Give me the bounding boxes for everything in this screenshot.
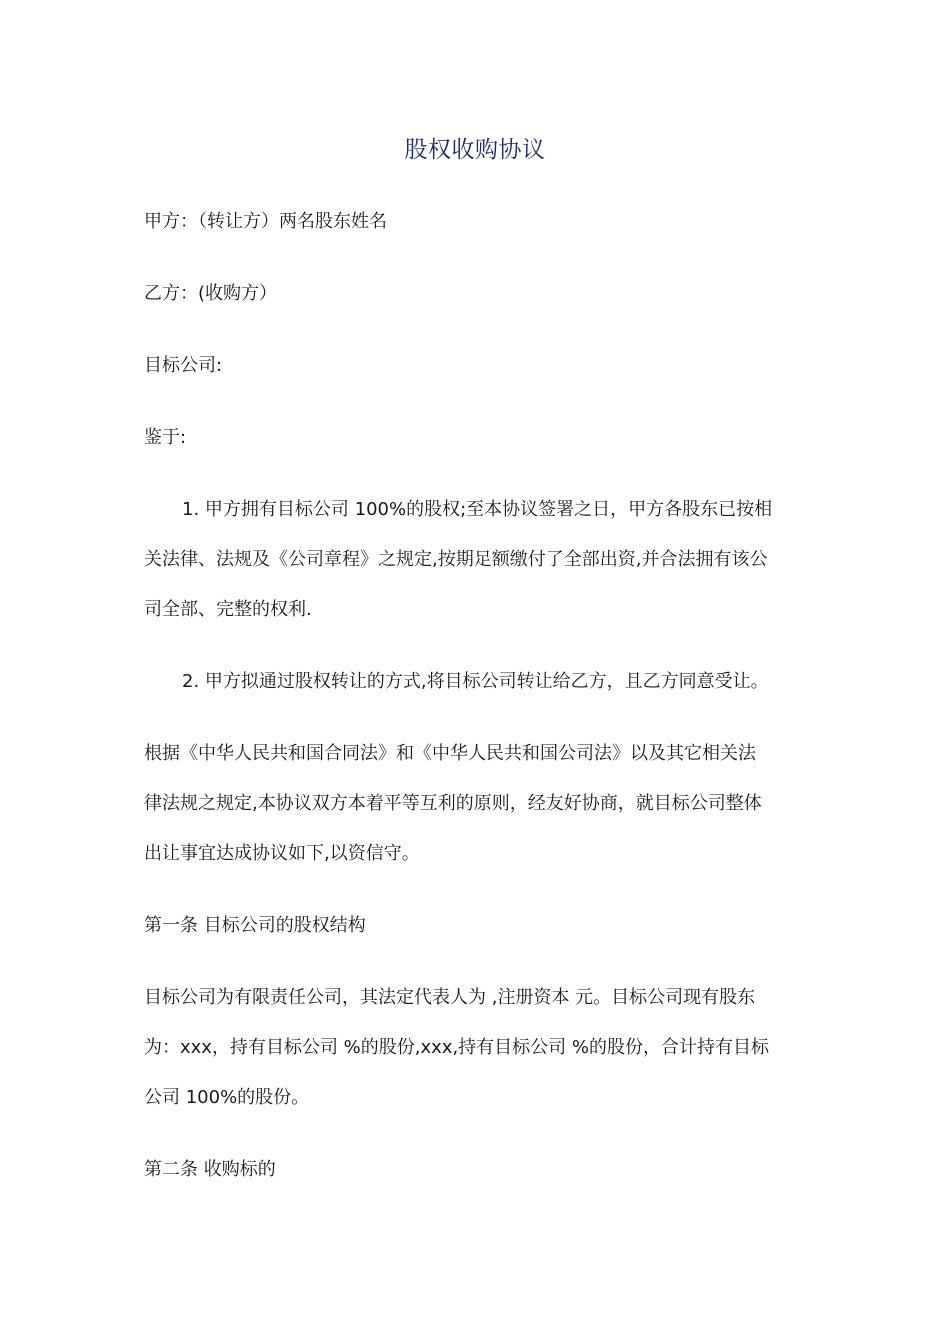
- recital-2-line: 2. 甲方拟通过股权转让的方式,将目标公司转让给乙方，且乙方同意受让。: [182, 671, 769, 692]
- article-1-text-line-3: 公司 100%的股份。: [144, 1087, 310, 1108]
- article-1-text-line-2: 为：xxx，持有目标公司 %的股份,xxx,持有目标公司 %的股份，合计持有目标: [144, 1037, 770, 1058]
- recital-1-line-1: 1. 甲方拥有目标公司 100%的股权;至本协议签署之日，甲方各股东已按相: [182, 499, 773, 520]
- recital-1-line-3: 司全部、完整的权利.: [144, 599, 312, 620]
- article-2-heading: 第二条 收购标的: [144, 1159, 276, 1180]
- document-title: 股权收购协议: [404, 137, 546, 163]
- article-1-text-line-1: 目标公司为有限责任公司，其法定代表人为 ,注册资本 元。目标公司现有股东: [144, 987, 756, 1008]
- whereas-heading: 鉴于:: [144, 427, 187, 448]
- basis-paragraph-line-2: 律法规之规定,本协议双方本着平等互利的原则，经友好协商，就目标公司整体: [144, 793, 762, 814]
- recital-1-line-2: 关法律、法规及《公司章程》之规定,按期足额缴付了全部出资,并合法拥有该公: [144, 549, 768, 570]
- basis-paragraph-line-1: 根据《中华人民共和国合同法》和《中华人民共和国公司法》以及其它相关法: [144, 743, 756, 764]
- party-b-line: 乙方：(收购方）: [144, 283, 278, 304]
- party-a-line: 甲方：（转让方）两名股东姓名: [144, 211, 387, 232]
- article-1-heading: 第一条 目标公司的股权结构: [144, 915, 366, 936]
- target-company-line: 目标公司:: [144, 355, 223, 376]
- basis-paragraph-line-3: 出让事宜达成协议如下,以资信守。: [144, 843, 420, 864]
